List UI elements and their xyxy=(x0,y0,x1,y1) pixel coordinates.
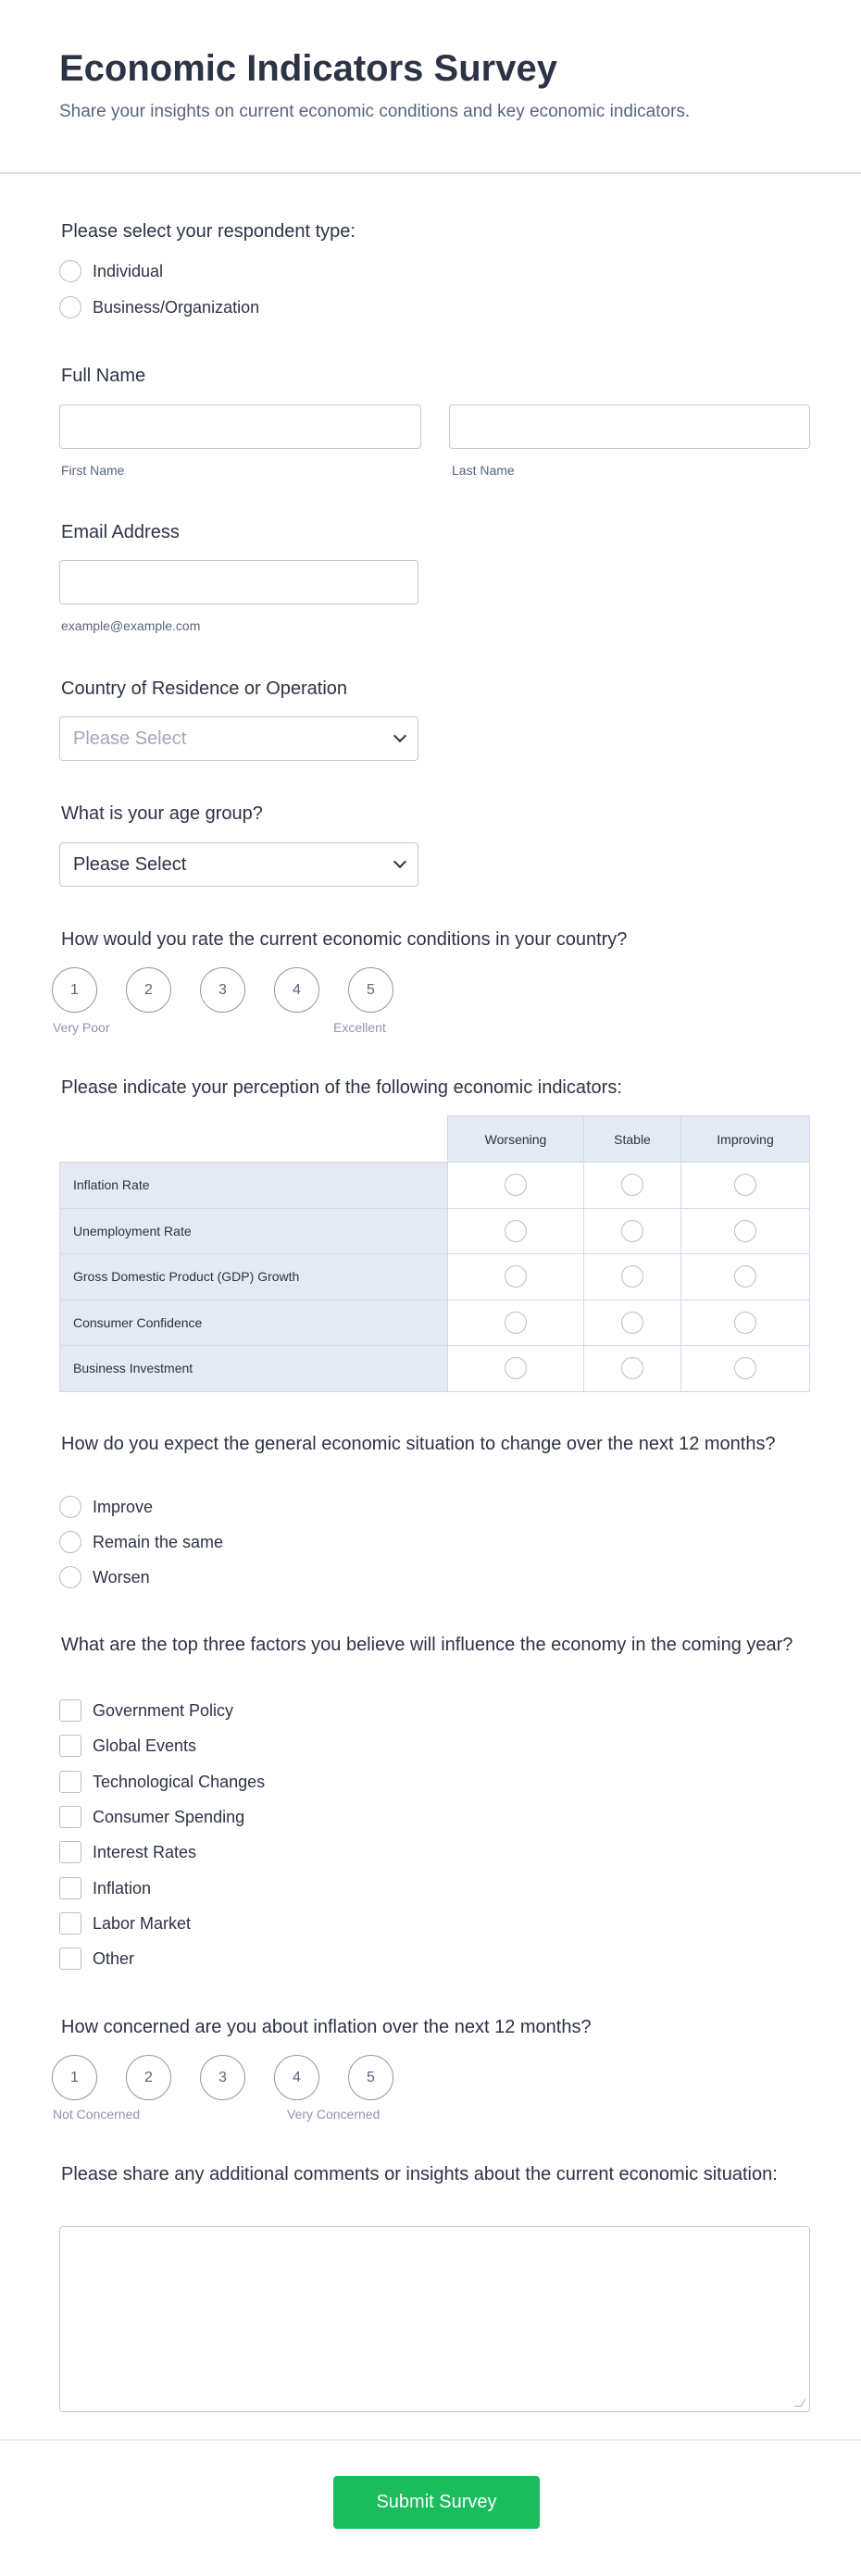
rating-option-5[interactable]: 5 xyxy=(348,967,393,1013)
factor-option[interactable] xyxy=(59,1841,196,1863)
factor-option[interactable] xyxy=(59,1948,134,1970)
respondent-type-label: Please select your respondent type: xyxy=(61,221,356,242)
option-label: Inflation xyxy=(93,1878,152,1898)
concern-option-1[interactable]: 1 xyxy=(52,2055,97,2100)
checkbox-icon[interactable] xyxy=(59,1771,81,1793)
last-name-sublabel: Last Name xyxy=(452,463,515,478)
radio-icon[interactable] xyxy=(59,260,81,282)
country-select[interactable] xyxy=(59,716,418,761)
radio-icon[interactable] xyxy=(59,1496,81,1518)
radio-icon[interactable] xyxy=(734,1220,756,1242)
comments-label: Please share any additional comments or insights about the current economic situation: xyxy=(61,2164,778,2184)
checkbox-icon[interactable] xyxy=(59,1806,81,1828)
matrix-column-header: Worsening xyxy=(448,1116,584,1163)
chevron-down-icon xyxy=(393,855,406,868)
radio-icon[interactable] xyxy=(621,1357,643,1379)
indicator-matrix xyxy=(59,1115,810,1392)
matrix-row-label: Inflation Rate xyxy=(60,1163,448,1209)
first-name-sublabel: First Name xyxy=(61,463,125,478)
page-subtitle: Share your insights on current economic conditions and key economic indicators. xyxy=(59,102,691,121)
option-label: Technological Changes xyxy=(93,1772,266,1791)
expectation-option-improve[interactable] xyxy=(59,1496,153,1518)
full-name-label: Full Name xyxy=(61,366,146,386)
checkbox-icon[interactable] xyxy=(59,1699,81,1722)
radio-icon[interactable] xyxy=(734,1174,756,1196)
radio-icon[interactable] xyxy=(505,1312,527,1334)
concern-option-3[interactable]: 3 xyxy=(200,2055,245,2100)
radio-icon[interactable] xyxy=(59,1566,81,1588)
factor-option[interactable] xyxy=(59,1735,196,1757)
header-divider xyxy=(0,172,861,174)
factor-option[interactable] xyxy=(59,1877,151,1899)
matrix-row-label: Consumer Confidence xyxy=(60,1300,448,1346)
respondent-option-business[interactable] xyxy=(59,296,259,318)
last-name-input[interactable] xyxy=(449,404,810,449)
rating-scale xyxy=(52,967,393,1013)
option-label: Remain the same xyxy=(93,1532,224,1551)
checkbox-icon[interactable] xyxy=(59,1735,81,1757)
radio-icon[interactable] xyxy=(621,1312,643,1334)
factor-option[interactable] xyxy=(59,1771,265,1793)
matrix-row xyxy=(60,1163,810,1209)
concern-option-5[interactable]: 5 xyxy=(348,2055,393,2100)
rating-option-4[interactable]: 4 xyxy=(274,967,319,1013)
option-label: Interest Rates xyxy=(93,1842,197,1861)
radio-icon[interactable] xyxy=(621,1265,643,1288)
rating-max-label: Excellent xyxy=(333,1020,386,1035)
checkbox-icon[interactable] xyxy=(59,1948,81,1970)
factors-label: What are the top three factors you believe will influence the economy in the coming year? xyxy=(61,1635,793,1655)
matrix-row xyxy=(60,1208,810,1254)
radio-icon[interactable] xyxy=(59,296,81,318)
radio-icon[interactable] xyxy=(505,1357,527,1379)
age-label: What is your age group? xyxy=(61,803,263,824)
radio-icon[interactable] xyxy=(505,1220,527,1242)
first-name-input[interactable] xyxy=(59,404,421,449)
matrix-row-label: Unemployment Rate xyxy=(60,1208,448,1254)
rating-option-3[interactable]: 3 xyxy=(200,967,245,1013)
email-sublabel: example@example.com xyxy=(61,618,201,633)
chevron-down-icon xyxy=(393,729,406,742)
matrix-row-label: Gross Domestic Product (GDP) Growth xyxy=(60,1254,448,1300)
concern-max-label: Very Concerned xyxy=(287,2107,381,2122)
matrix-column-header: Stable xyxy=(584,1116,681,1163)
age-select-value: Please Select xyxy=(73,853,187,875)
country-label: Country of Residence or Operation xyxy=(61,678,348,699)
email-input[interactable] xyxy=(59,560,418,604)
footer-divider xyxy=(0,2439,861,2441)
option-label: Other xyxy=(93,1948,135,1968)
rating-label: How would you rate the current economic conditions in your country? xyxy=(61,929,628,950)
option-label: Individual xyxy=(93,261,164,280)
matrix-corner xyxy=(60,1116,448,1163)
page-title: Economic Indicators Survey xyxy=(59,48,557,89)
factor-option[interactable] xyxy=(59,1699,233,1722)
radio-icon[interactable] xyxy=(505,1174,527,1196)
inflation-concern-label: How concerned are you about inflation over the next 12 months? xyxy=(61,2017,592,2037)
comments-textarea[interactable] xyxy=(59,2226,810,2412)
expectation-label: How do you expect the general economic situation to change over the next 12 months? xyxy=(61,1434,776,1454)
respondent-option-individual[interactable] xyxy=(59,260,163,282)
checkbox-icon[interactable] xyxy=(59,1877,81,1899)
matrix-label: Please indicate your perception of the following economic indicators: xyxy=(61,1077,622,1098)
option-label: Worsen xyxy=(93,1567,150,1587)
email-label: Email Address xyxy=(61,522,180,542)
inflation-concern-scale xyxy=(52,2055,393,2100)
concern-min-label: Not Concerned xyxy=(53,2107,141,2122)
radio-icon[interactable] xyxy=(621,1220,643,1242)
option-label: Business/Organization xyxy=(93,297,260,317)
concern-option-2[interactable]: 2 xyxy=(126,2055,171,2100)
option-label: Improve xyxy=(93,1497,154,1516)
matrix-column-header: Improving xyxy=(681,1116,810,1163)
option-label: Consumer Spending xyxy=(93,1807,245,1826)
radio-icon[interactable] xyxy=(621,1174,643,1196)
radio-icon[interactable] xyxy=(734,1312,756,1334)
radio-icon[interactable] xyxy=(59,1531,81,1553)
expectation-option-worsen[interactable] xyxy=(59,1566,150,1588)
factor-option[interactable] xyxy=(59,1806,244,1828)
matrix-row xyxy=(60,1254,810,1300)
option-label: Government Policy xyxy=(93,1700,234,1720)
option-label: Labor Market xyxy=(93,1913,192,1933)
checkbox-icon[interactable] xyxy=(59,1841,81,1863)
matrix-row xyxy=(60,1300,810,1346)
checkbox-icon[interactable] xyxy=(59,1912,81,1935)
age-select[interactable] xyxy=(59,842,418,887)
concern-option-4[interactable]: 4 xyxy=(274,2055,319,2100)
rating-option-2[interactable]: 2 xyxy=(126,967,171,1013)
country-select-value: Please Select xyxy=(73,728,187,749)
option-label: Global Events xyxy=(93,1736,197,1755)
submit-button[interactable]: Submit Survey xyxy=(333,2476,540,2529)
radio-icon[interactable] xyxy=(734,1265,756,1288)
expectation-option-same[interactable] xyxy=(59,1531,223,1553)
radio-icon[interactable] xyxy=(505,1265,527,1288)
matrix-row-label: Business Investment xyxy=(60,1346,448,1392)
factor-option[interactable] xyxy=(59,1912,191,1935)
rating-option-1[interactable]: 1 xyxy=(52,967,97,1013)
radio-icon[interactable] xyxy=(734,1357,756,1379)
matrix-row xyxy=(60,1346,810,1392)
rating-min-label: Very Poor xyxy=(53,1020,110,1035)
